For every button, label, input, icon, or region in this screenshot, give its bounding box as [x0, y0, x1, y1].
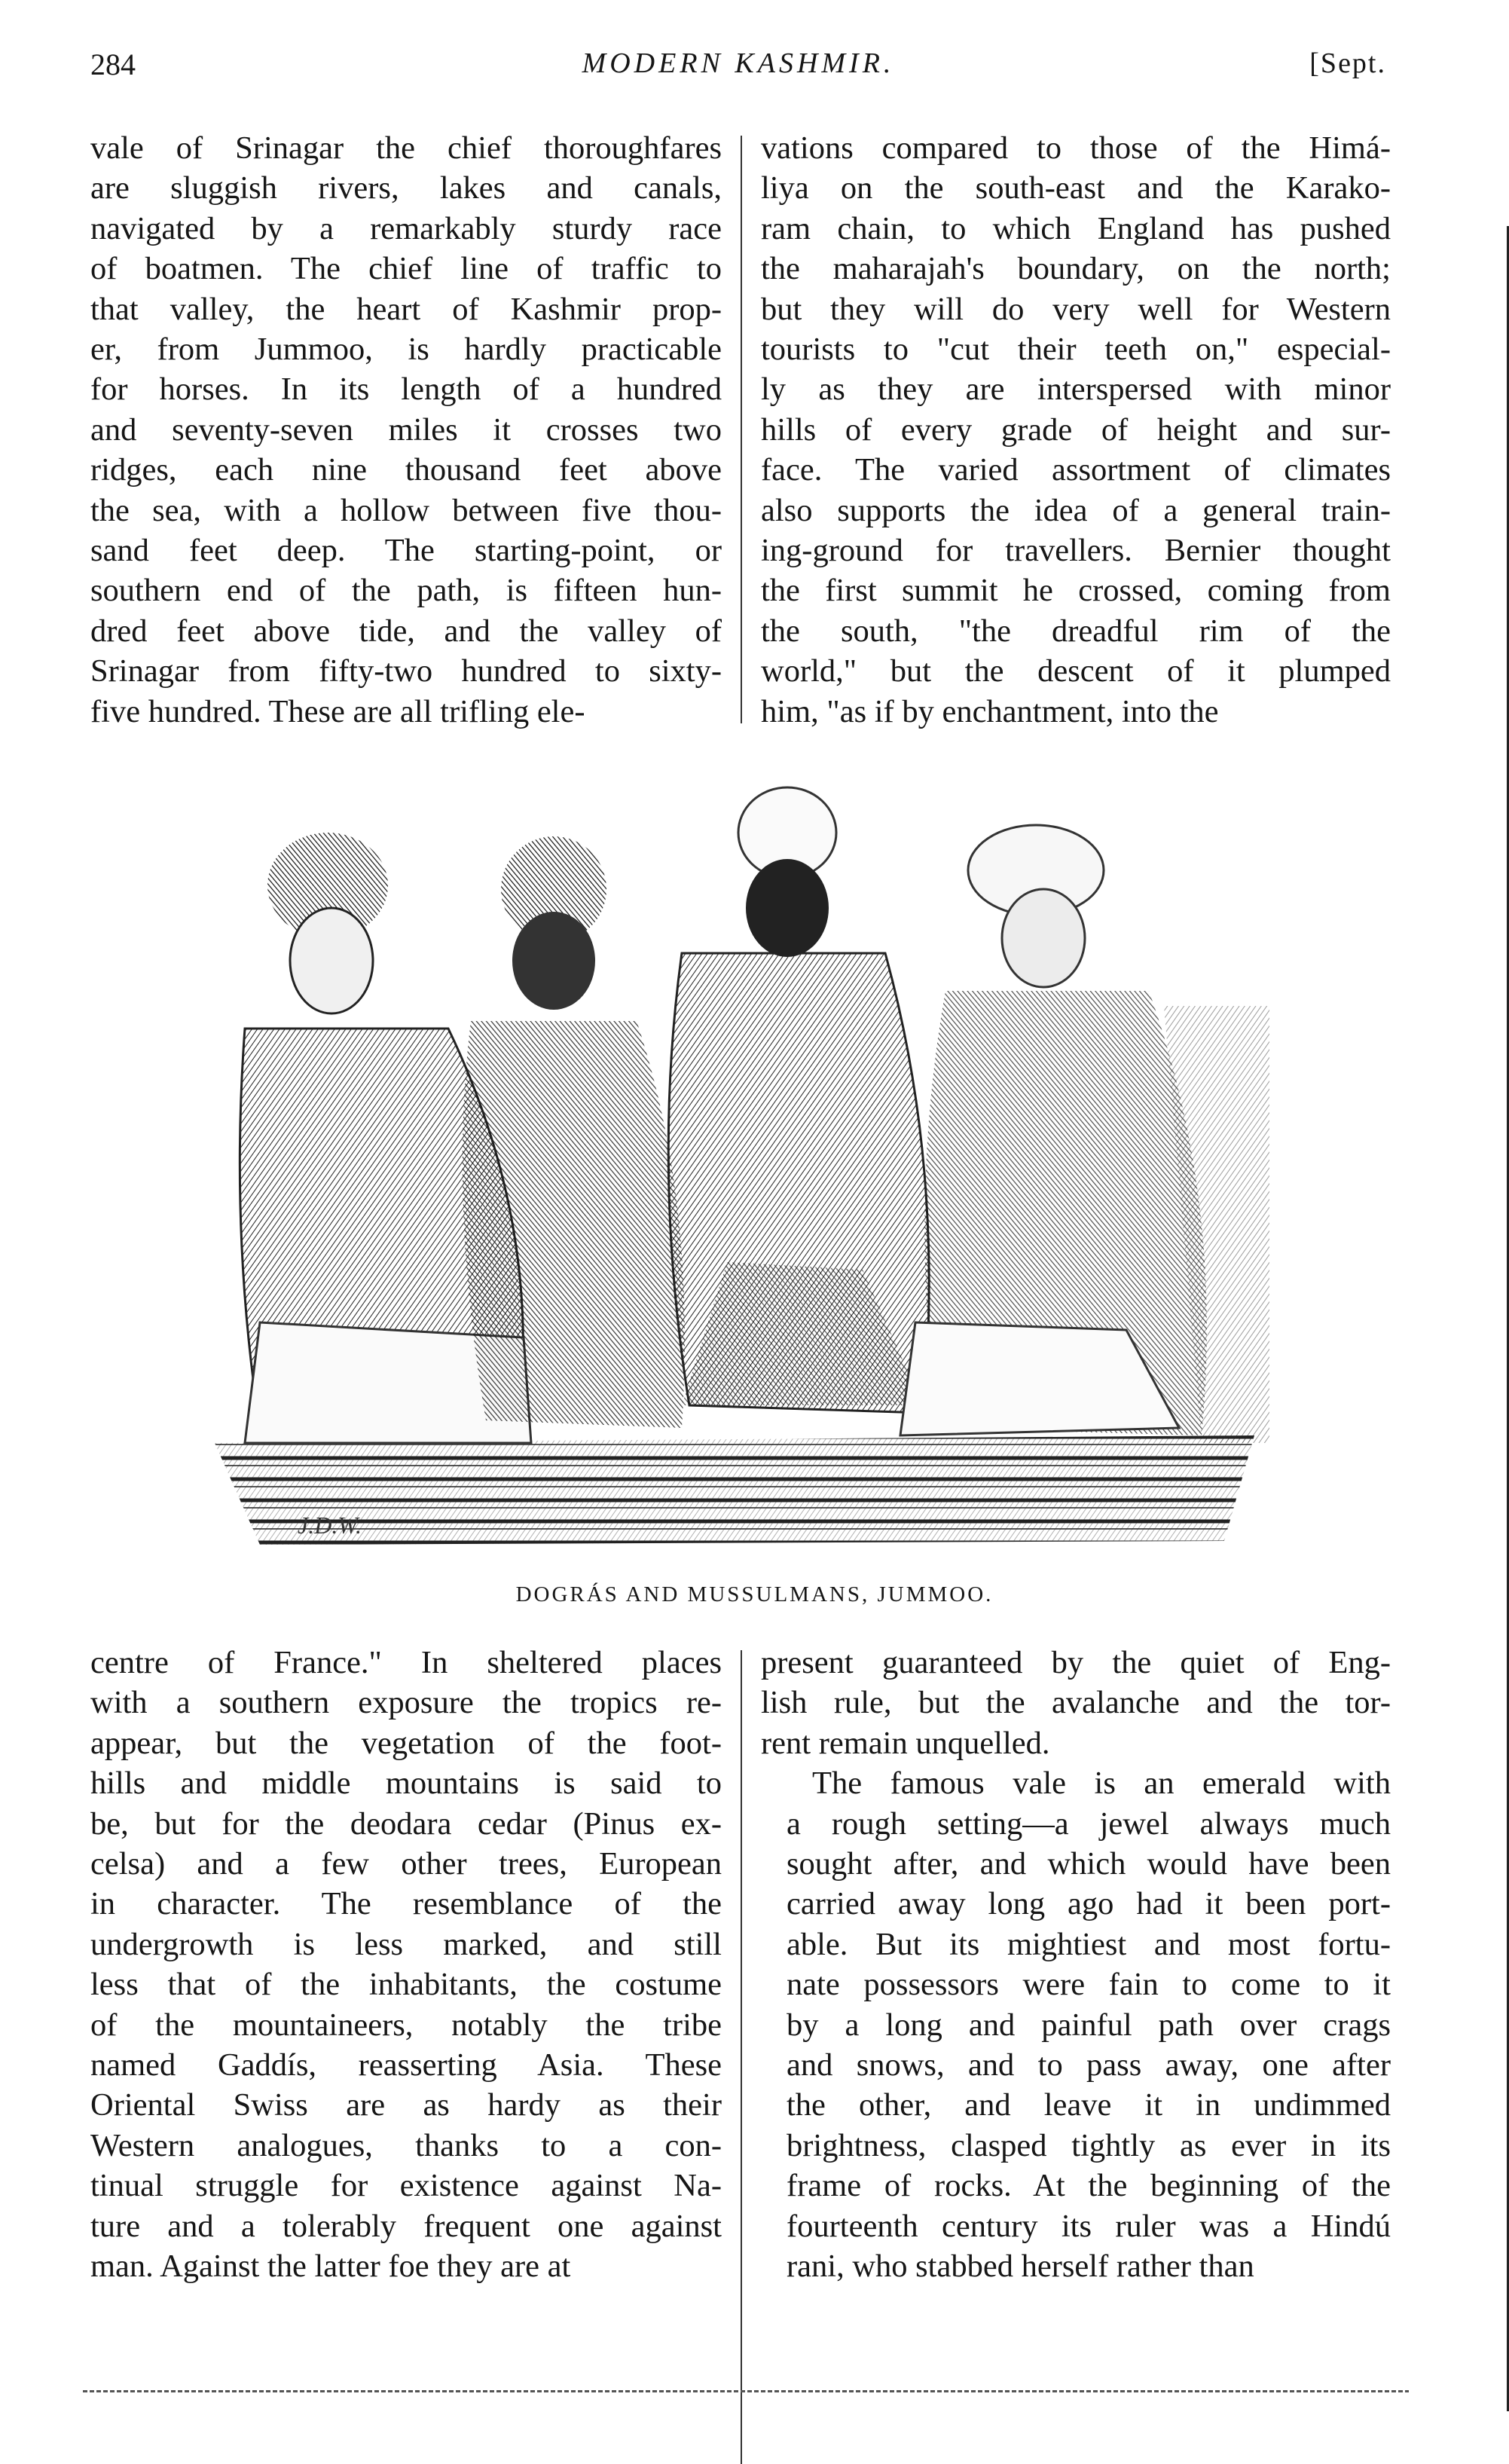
text-line: ridges, each nine thousand feet above [90, 452, 722, 488]
figure-caption: DOGRÁS AND MUSSULMANS, JUMMOO. [515, 1582, 994, 1606]
text-line: carried away long ago had it been port- [787, 1886, 1391, 1922]
text-line: also supports the idea of a general train- [761, 492, 1391, 528]
figure-center-seated-man [668, 787, 929, 1413]
text-line: for horses. In its length of a hundred [90, 371, 722, 408]
text-line: hills of every grade of height and sur- [761, 411, 1391, 448]
column-divider-top [741, 136, 742, 723]
bottom-edge-rule [83, 2390, 1409, 2392]
text-line: world," but the descent of it plumped [761, 653, 1391, 689]
text-line: rani, who stabbed herself rather than [787, 2248, 1254, 2285]
text-line: but they will do very well for Western [761, 291, 1391, 327]
text-line: dred feet above tide, and the valley of [90, 613, 722, 649]
text-line: the south, "the dreadful rim of the [761, 613, 1391, 649]
text-line: rent remain unquelled. [761, 1725, 1050, 1761]
running-title: MODERN KASHMIR. [582, 47, 895, 79]
text-line: sought after, and which would have been [787, 1846, 1391, 1882]
text-line: the other, and leave it in undimmed [787, 2087, 1391, 2123]
figure-right-seated-man [900, 825, 1207, 1435]
text-line: appear, but the vegetation of the foot- [90, 1725, 722, 1761]
text-line: lish rule, but the avalanche and the tor- [761, 1685, 1391, 1721]
text-line: be, but for the deodara cedar (Pinus ex- [90, 1805, 722, 1842]
text-line: face. The varied assortment of climates [761, 452, 1391, 488]
engraving-figure [200, 780, 1269, 1575]
text-line: with a southern exposure the tropics re- [90, 1685, 722, 1721]
text-line: tourists to "cut their teeth on," especial- [761, 332, 1391, 368]
text-line: Oriental Swiss are as hardy as their [90, 2087, 722, 2123]
column-top-left [90, 128, 722, 732]
paragraph-1 [761, 1643, 1391, 1763]
paragraph-2 [761, 1763, 1391, 2286]
text-line: navigated by a remarkably sturdy race [90, 210, 722, 246]
column-top-right [761, 128, 1391, 732]
text-line: ture and a tolerably frequent one against [90, 2208, 722, 2244]
text-line: in character. The resemblance of the [90, 1886, 722, 1922]
column-divider-bottom [741, 1650, 742, 2464]
text-line: vale of Srinagar the chief thoroughfares [90, 130, 722, 166]
text-line: a rough setting—a jewel always much [787, 1805, 1391, 1842]
text-line: by a long and painful path over crags [787, 2007, 1391, 2043]
page-header [90, 47, 1386, 92]
text-line: of the mountaineers, notably the tribe [90, 2007, 722, 2043]
column-bottom-left [90, 1643, 722, 2287]
text-line: of boatmen. The chief line of traffic to [90, 251, 722, 287]
text-line: and snows, and to pass away, one after [787, 2047, 1391, 2083]
page-number: 284 [90, 47, 136, 81]
text-line: undergrowth is less marked, and still [90, 1926, 722, 1962]
text-line: able. But its mightiest and most fortu- [787, 1926, 1391, 1962]
text-line: the sea, with a hollow between five thou- [90, 492, 722, 528]
text-line: southern end of the path, is fifteen hun- [90, 573, 722, 609]
column-bottom-right [761, 1643, 1391, 2287]
text-line: nate possessors were fain to come to it [787, 1967, 1391, 2003]
text-line: tinual struggle for existence against Na- [90, 2168, 722, 2204]
text-line: sand feet deep. The starting-point, or [90, 533, 722, 569]
text-line: are sluggish rivers, lakes and canals, [90, 170, 722, 206]
text-line: frame of rocks. At the beginning of the [787, 2168, 1391, 2204]
text-line: liya on the south-east and the Karako- [761, 170, 1391, 206]
text-line: man. Against the latter foe they are at [90, 2248, 571, 2285]
text-line: Srinagar from fifty-two hundred to sixty- [90, 653, 722, 689]
text-line: five hundred. These are all trifling ele- [90, 693, 585, 729]
engraving-illustration [200, 780, 1269, 1575]
text-line: ing-ground for travellers. Bernier thought [761, 533, 1391, 569]
text-line: present guaranteed by the quiet of Eng- [761, 1645, 1391, 1680]
figure-second-seated-man [463, 836, 685, 1428]
text-line: celsa) and a few other trees, European [90, 1846, 722, 1882]
text-line: The famous vale is an emerald with [812, 1765, 1391, 1802]
text-line: less that of the inhabitants, the costume [90, 1967, 722, 2003]
text-line: that valley, the heart of Kashmir prop- [90, 291, 722, 327]
text-line: ram chain, to which England has pushed [761, 210, 1391, 246]
text-line: fourteenth century its ruler was a Hindú [787, 2208, 1391, 2244]
text-line: and seventy-seven miles it crosses two [90, 411, 722, 448]
month-label: [Sept. [1309, 47, 1386, 79]
text-line: brightness, clasped tightly as ever in its [787, 2127, 1391, 2163]
engraver-signature: J.D.W. [298, 1512, 362, 1539]
text-line: centre of France." In sheltered places [90, 1645, 722, 1680]
text-line: er, from Jummoo, is hardly practicable [90, 332, 722, 368]
text-line: him, "as if by enchantment, into the [761, 693, 1219, 729]
text-line: the maharajah's boundary, on the north; [761, 251, 1391, 287]
text-line: hills and middle mountains is said to [90, 1765, 722, 1802]
text-line: Western analogues, thanks to a con- [90, 2127, 722, 2163]
text-line: vations compared to those of the Himá- [761, 130, 1391, 166]
text-line: the first summit he crossed, coming from [761, 573, 1391, 609]
text-line: named Gaddís, reasserting Asia. These [90, 2047, 722, 2083]
text-line: ly as they are interspersed with minor [761, 371, 1391, 408]
